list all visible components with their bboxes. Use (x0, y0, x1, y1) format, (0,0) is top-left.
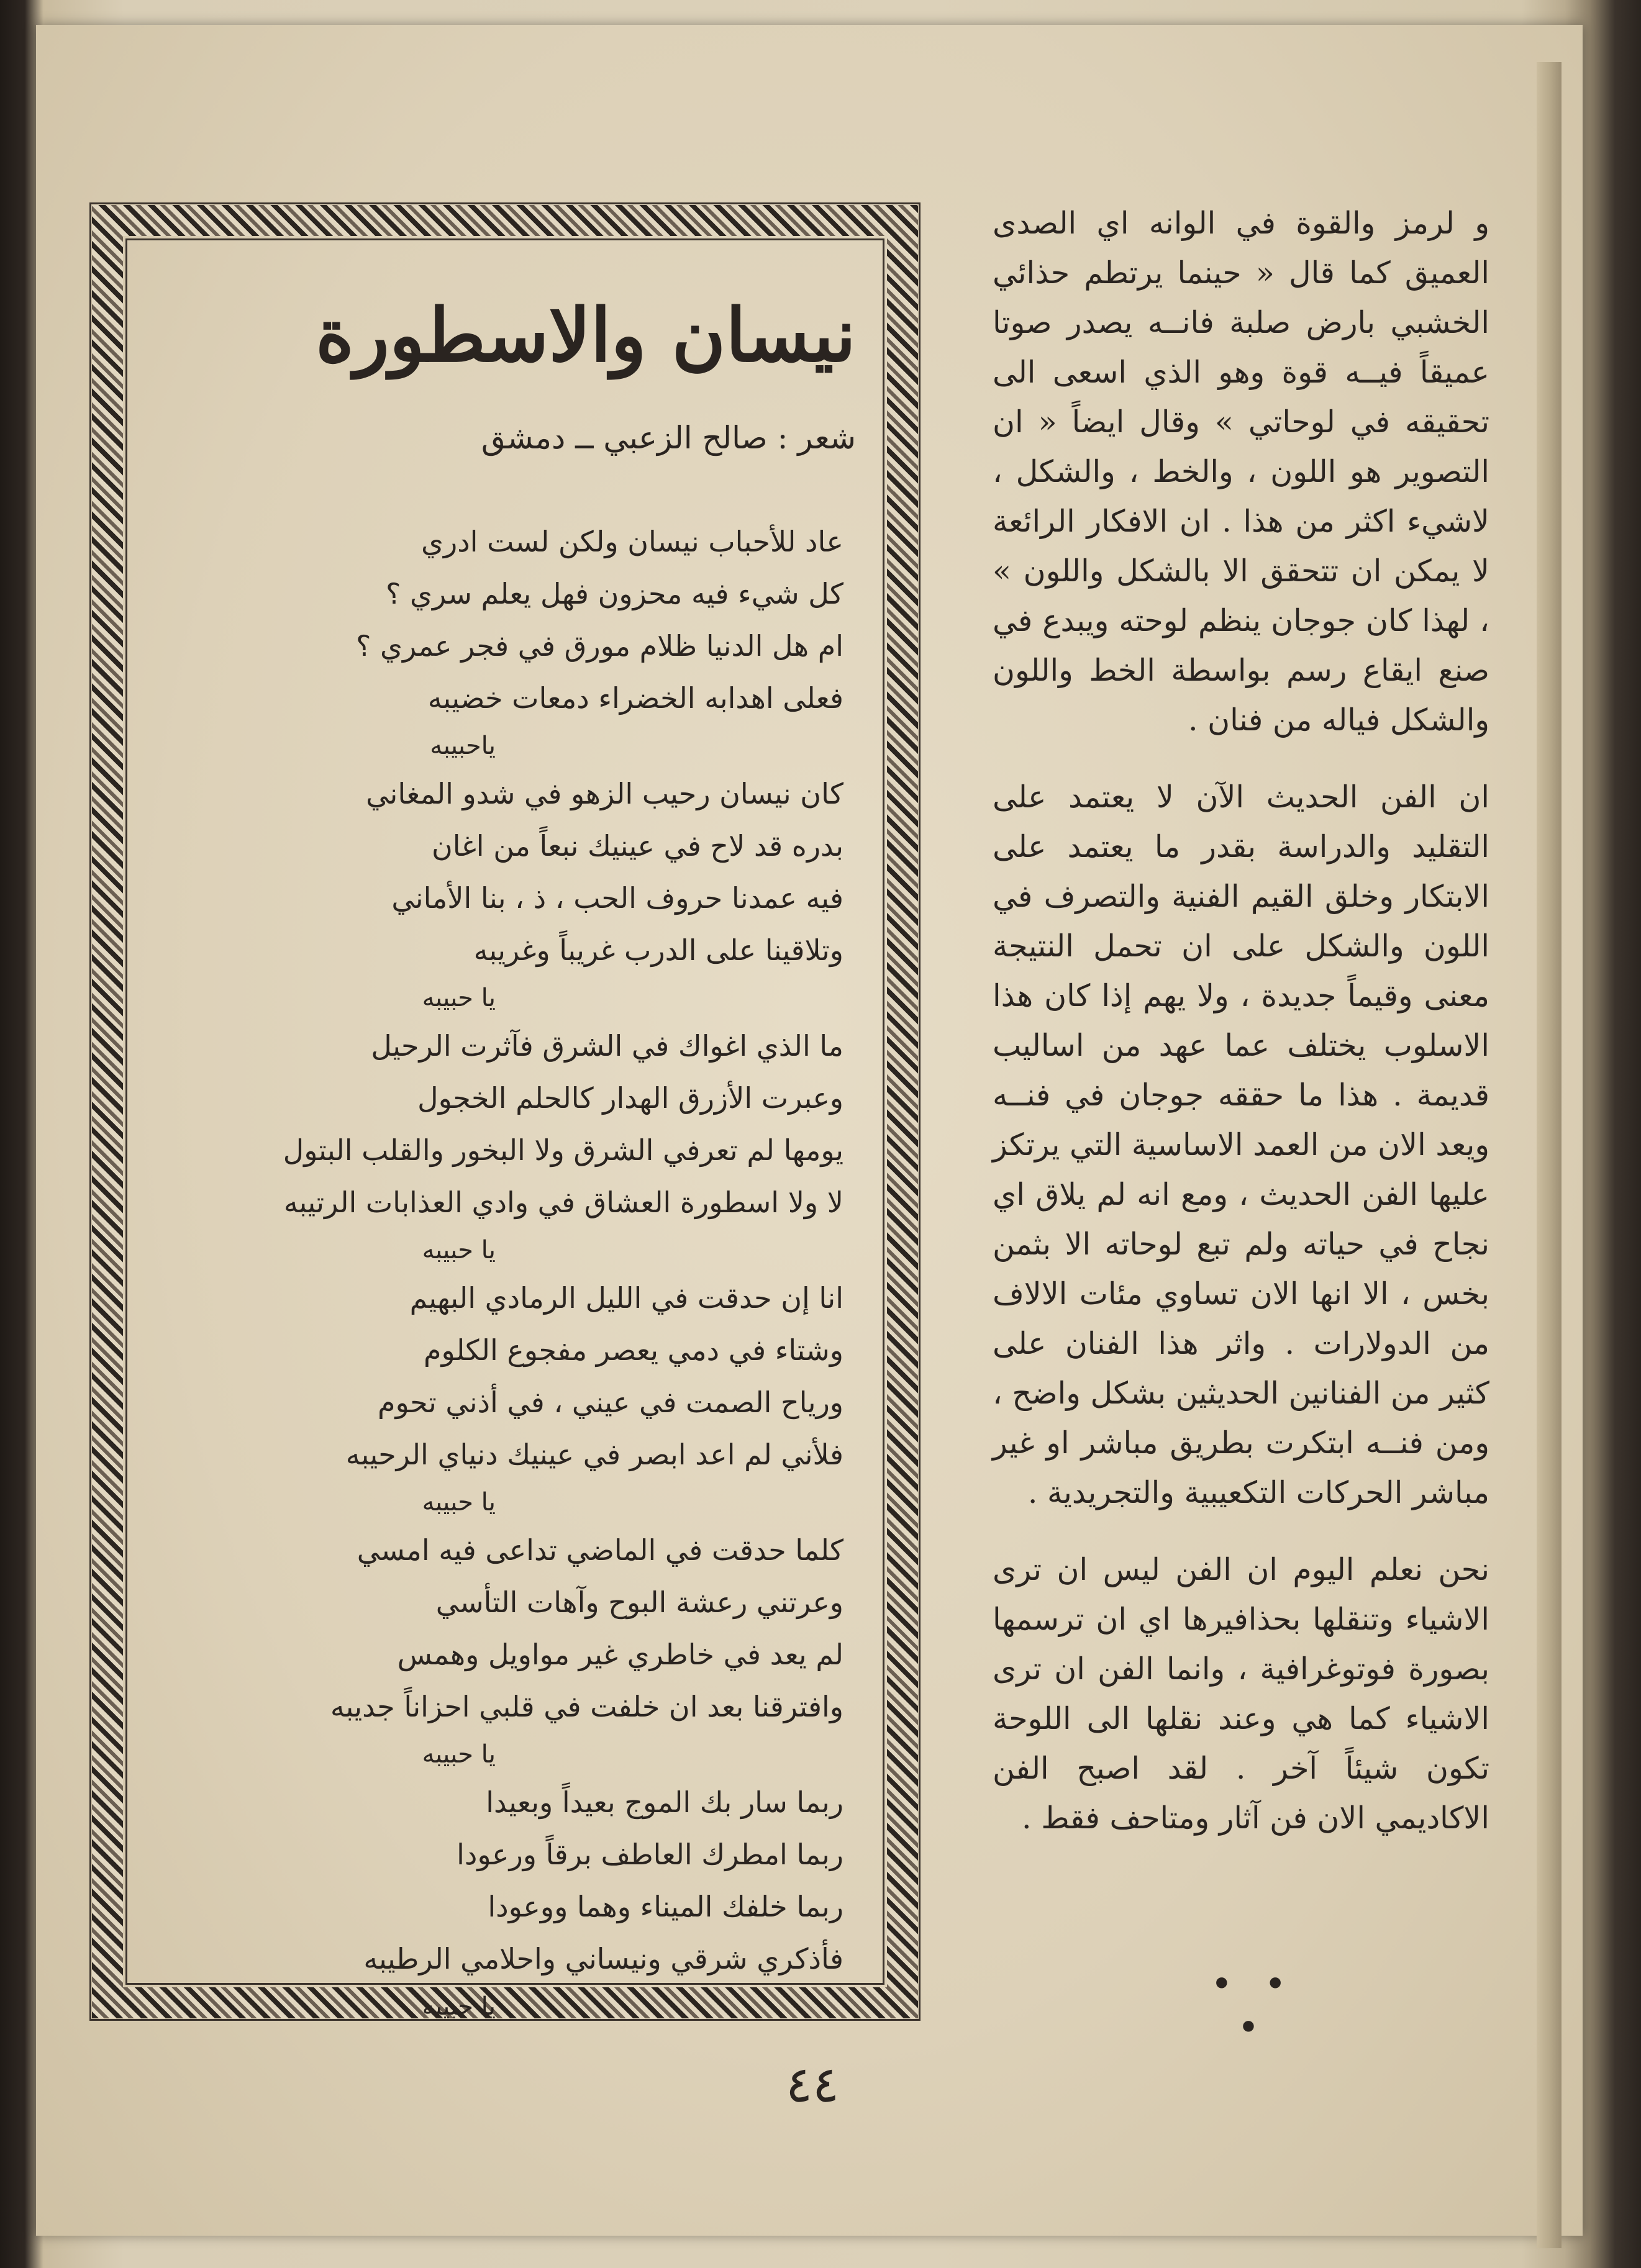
stanza (222, 515, 843, 768)
article-paragraph (993, 199, 1489, 745)
article-column (993, 199, 1489, 1871)
paragraph-text: و لرمز والقوة في الوانه اي الصدى العميق كما قال « حينما يرتطم حذائي الخشبي بارض صلبة فانــه يصدر صوتا عميقاً فيــه قوة وهو الذي اسعى الى تحقيقه في لوحاتي » وقال ايضاً « ان التصوير هو اللون ، والخط ، والشكل ، لاشيء اكثر من هذا . ان الافكار الرائعة لا يمكن ان تتحقق الا بالشكل واللون » ، لهذا كان جوجان ينظم لوحته ويبدع في صنع ايقاع رسم بواسطة الخط واللون والشكل فياله من فنان . (993, 206, 1489, 738)
paragraph-text: ان الفن الحديث الآن لا يعتمد على التقليد والدراسة بقدر ما يعتمد على الابتكار وخلق القيم الفنية والتصرف في اللون والشكل على ان تحمل النتيجة معنى وقيماً جديدة ، ولا يهم إذا كان هذا الاسلوب يختلف عما عهد من اساليب قديمة . هذا ما حققه جوجان في فنــه ويعد الان من العمد الاساسية التي يرتكز عليها الفن الحديث ، ومع انه لم يلاق اي نجاح في حياته ولم تبع لوحاته الا بثمن بخس ، الا انها الان تساوي مئات الالاف من الدولارات . واثر هذا الفنان على كثير من الفنانين الحديثين بشكل واضح ، ومن فنــه ابتكرت بطريق مباشر او غير مباشر الحركات التكعيبية والتجريدية . (993, 779, 1489, 1510)
verse-line: عاد للأحباب نيسان ولكن لست ادري (420, 525, 843, 558)
verse-line: ربما خلفك الميناء وهما ووعودا (488, 1890, 843, 1923)
verse-line: يومها لم تعرفي الشرق ولا البخور والقلب البتول (283, 1133, 843, 1167)
verse-line: كلما حدقت في الماضي تداعى فيه امسي (357, 1533, 843, 1567)
verse-line: ورياح الصمت في عيني ، في أذني تحوم (378, 1386, 843, 1419)
refrain: يا حبيبه (422, 1992, 496, 2021)
article-paragraph (993, 773, 1489, 1518)
article-end-mark: • • • (1211, 1962, 1296, 2049)
verse-line: ربما امطرك العاطف برقاً ورعودا (457, 1838, 843, 1871)
verse-line: وافترقنا بعد ان خلفت في قلبي احزاناً جديبه (330, 1690, 843, 1723)
magazine-page (36, 25, 1583, 2236)
verse-line: كل شيء فيه محزون فهل يعلم سري ؟ (385, 577, 843, 610)
verse-line: فيه عمدنا حروف الحب ، ذ ، بنا الأماني (391, 881, 843, 915)
poem-title: نيسان والاسطورة (316, 292, 856, 378)
verse-line: ربما سار بك الموج بعيداً وبعيدا (486, 1785, 843, 1819)
stanza (222, 1776, 843, 2028)
verse-line: فأذكري شرقي ونيساني واحلامي الرطيبه (363, 1942, 843, 1975)
stanza (222, 1524, 843, 1776)
refrain: يا حبيبه (422, 1236, 496, 1264)
verse-line: وشتاء في دمي يعصر مفجوع الكلوم (424, 1333, 843, 1367)
poem-frame (92, 205, 918, 2021)
stanza (222, 1020, 843, 1272)
verse-line: كان نيسان رحيب الزهو في شدو المغاني (366, 777, 843, 810)
stanza (222, 768, 843, 1020)
poem-content (142, 255, 868, 2021)
verse-line: بدره قد لاح في عينيك نبعاً من اغان (431, 829, 843, 863)
verse-line: فلأني لم اعد ابصر في عينيك دنياي الرحيبه (345, 1438, 843, 1471)
poem-verses (222, 515, 843, 2028)
verse-line: وعبرت الأزرق الهدار كالحلم الخجول (417, 1081, 843, 1115)
poem-byline: شعر : صالح الزعبي ــ دمشق (481, 420, 856, 456)
verse-line: لم يعد في خاطري غير مواويل وهمس (397, 1638, 843, 1671)
page-number: ٤٤ (786, 2056, 839, 2113)
verse-line: انا إن حدقت في الليل الرمادي البهيم (409, 1281, 843, 1315)
verse-line: فعلى اهدابه الخضراء دمعات خضيبه (427, 681, 843, 715)
refrain: يا حبيبه (422, 1740, 496, 1769)
paragraph-text: نحن نعلم اليوم ان الفن ليس ان ترى الاشياء وتنقلها بحذافيرها اي ان ترسمها بصورة فوتوغرافية ، وانما الفن ان ترى الاشياء كما هي وعند نقلها الى اللوحة تكون شيئاً آخر . لقد اصبح الفن الاكاديمي الان فن آثار ومتاحف فقط . (993, 1552, 1489, 1836)
verse-line: وتلاقينا على الدرب غريباً وغريبه (473, 933, 843, 967)
stanza (222, 1272, 843, 1524)
page-edge-shadow (1537, 62, 1561, 2248)
verse-line: وعرتني رعشة البوح وآهات التأسي (435, 1585, 843, 1619)
refrain: يا حبيبه (422, 984, 496, 1012)
refrain: ياحبيبه (430, 732, 496, 760)
verse-line: ام هل الدنيا ظلام مورق في فجر عمري ؟ (355, 629, 843, 663)
verse-line: لا ولا اسطورة العشاق في وادي العذابات الرتيبه (283, 1186, 843, 1219)
verse-line: ما الذي اغواك في الشرق فآثرت الرحيل (371, 1029, 843, 1063)
refrain: يا حبيبه (422, 1488, 496, 1517)
article-paragraph (993, 1545, 1489, 1843)
